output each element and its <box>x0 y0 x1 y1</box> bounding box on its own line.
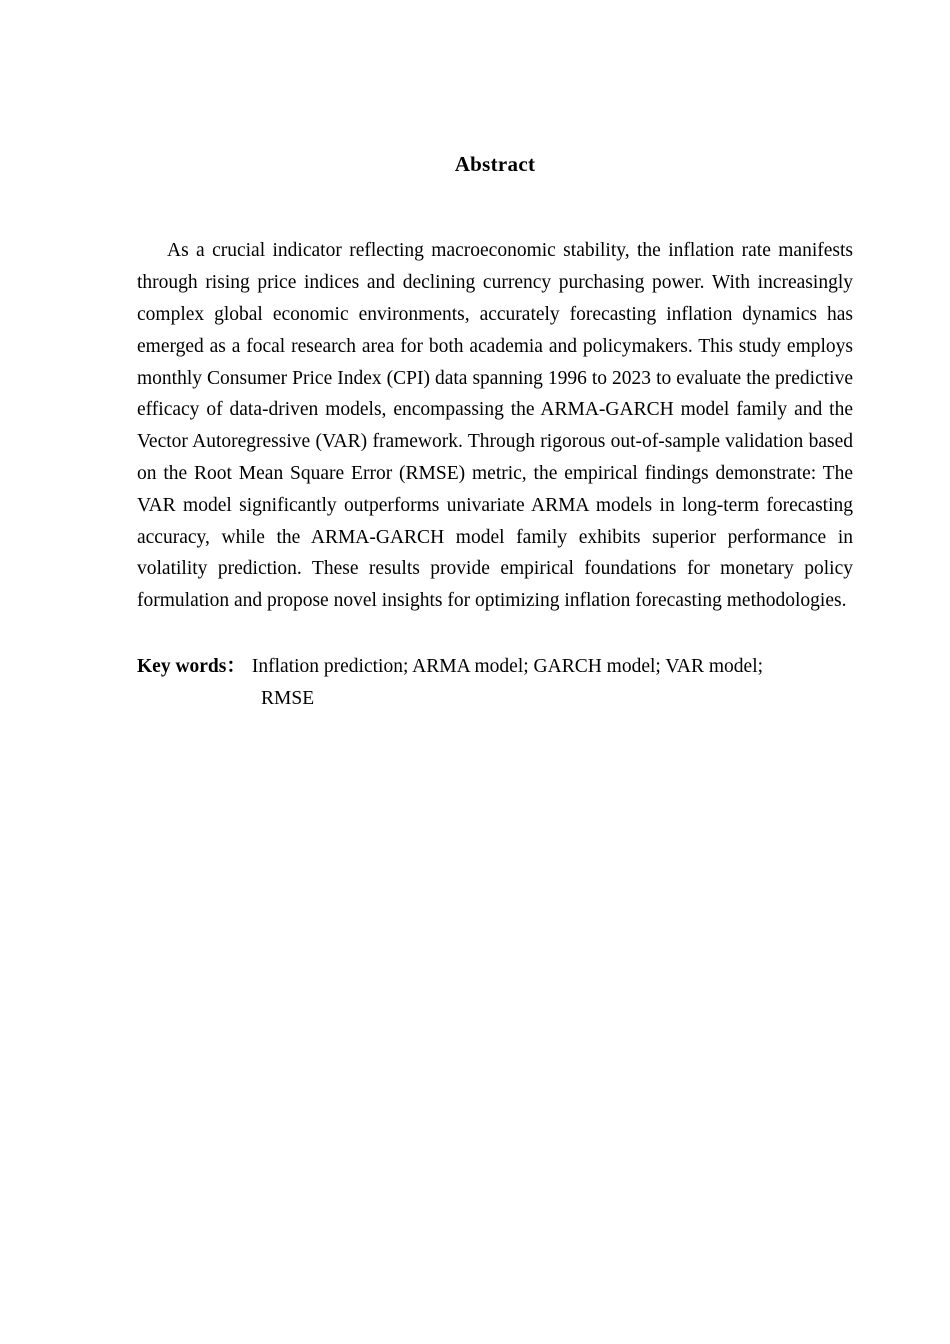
keywords-block <box>137 651 853 715</box>
keywords-label: Key words <box>137 655 227 677</box>
abstract-paragraph: As a crucial indicator reflecting macroeconomic stability, the inflation rate manifests through rising price indices and declining currency purchasing power. With increasingly complex global economic environments, accurately forecasting inflation dynamics has emerged as a focal research area for both academia and policymakers. This study employs monthly Consumer Price Index (CPI) data spanning 1996 to 2023 to evaluate the predictive efficacy of data-driven models, encompassing the ARMA-GARCH model family and the Vector Autoregressive (VAR) framework. Through rigorous out-of-sample validation based on the Root Mean Square Error (RMSE) metric, the empirical findings demonstrate: The VAR model significantly outperforms univariate ARMA models in long-term forecasting accuracy, while the ARMA-GARCH model family exhibits superior performance in volatility prediction. These results provide empirical foundations for monetary policy formulation and propose novel insights for optimizing inflation forecasting methodologies. <box>137 240 853 612</box>
page-title: Abstract <box>454 152 536 176</box>
page-content <box>137 150 853 715</box>
keywords-line-2: RMSE <box>261 687 315 709</box>
keywords-line-1: Inflation prediction; ARMA model; GARCH model; VAR model; <box>251 655 764 677</box>
keywords-separator: ： <box>226 655 246 677</box>
keywords-row <box>137 651 853 683</box>
